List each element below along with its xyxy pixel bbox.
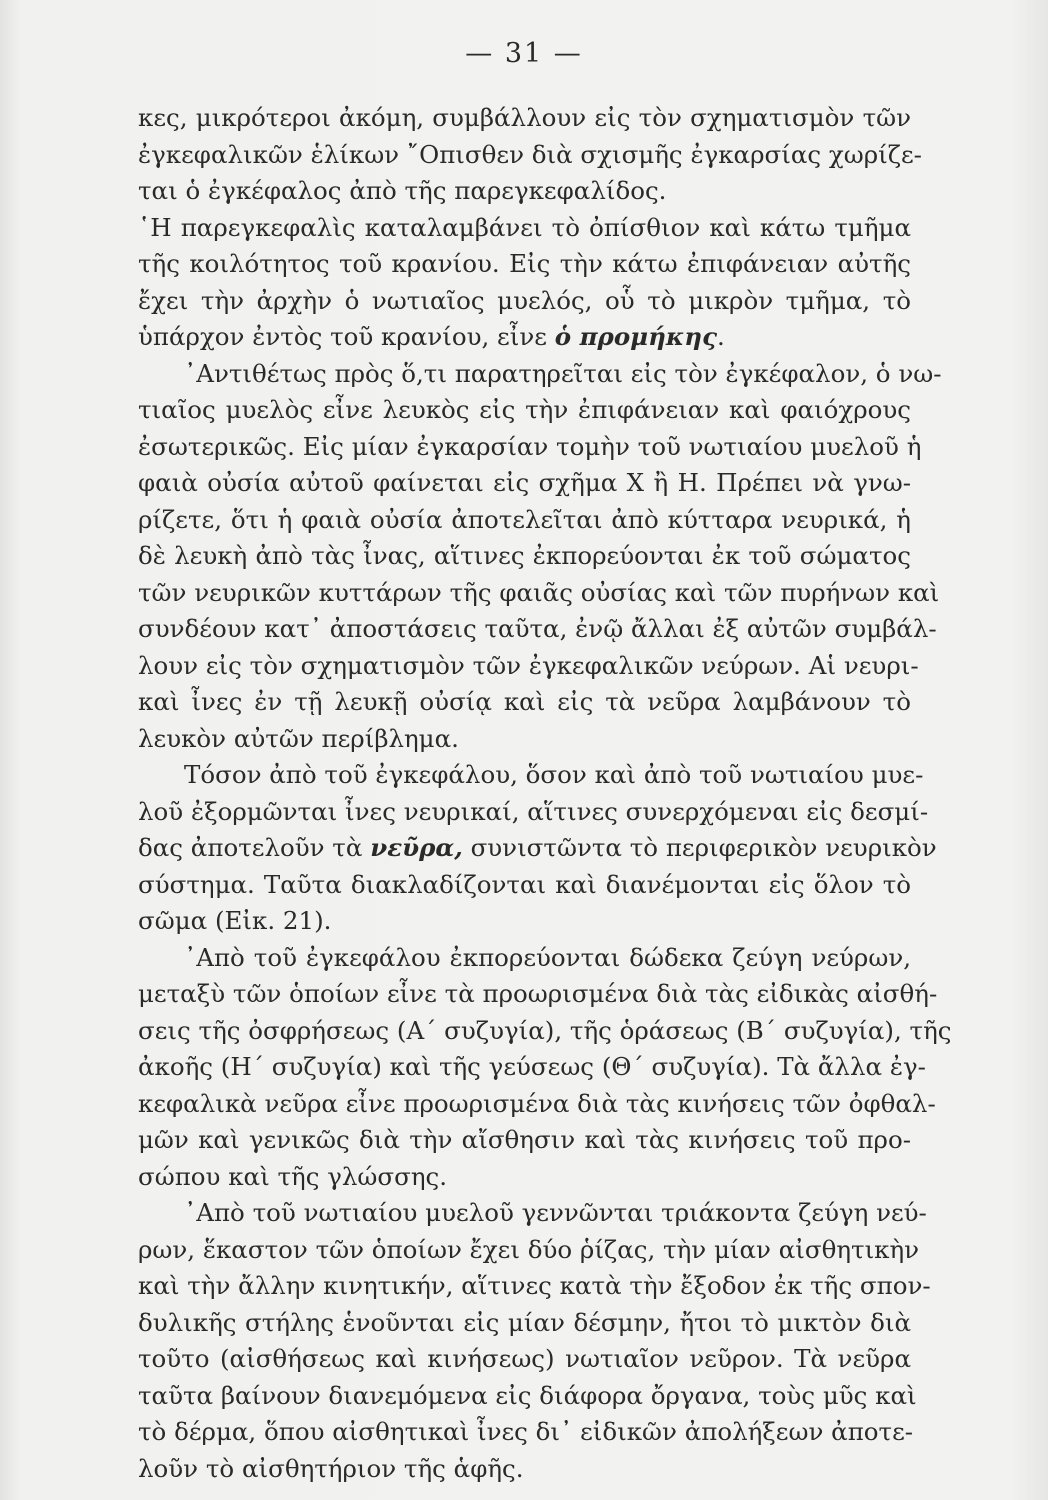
text-line: ρων, ἕκαστον τῶν ὁποίων ἔχει δύο ῥίζας, τὴν μίαν αἰσθητικὴν: [138, 1234, 920, 1264]
text-line: σεις τῆς ὀσφρήσεως (Α΄ συζυγία), τῆς ὁράσεως (Β΄ συζυγία), τῆς: [138, 1015, 952, 1045]
text-line: μεταξὺ τῶν ὁποίων εἶνε τὰ προωρισμένα διὰ τὰς εἰδικὰς αἰσθή-: [138, 979, 938, 1008]
text-line: λοῦ ἐξορμῶνται ἶνες νευρικαί, αἵτινες συνερχόμεναι εἰς δεσμί-: [138, 796, 929, 826]
text-segment: ὑπάρχον ἐντὸς τοῦ κρανίου, εἶνε: [138, 322, 555, 351]
text-line: ἔχει τὴν ἀρχὴν ὁ νωτιαῖος μυελός, οὗ τὸ μικρὸν τμῆμα, τὸ: [138, 285, 911, 315]
text-line: καὶ ἶνες ἐν τῇ λευκῇ οὐσίᾳ καὶ εἰς τὰ νεῦρα λαμβάνουν τὸ: [138, 687, 911, 716]
text-line: κες, μικρότεροι ἀκόμη, συμβάλλουν εἰς τὸν σχηματισμὸν τῶν: [138, 103, 911, 132]
text-line: ἀκοῆς (Η΄ συζυγία) καὶ τῆς γεύσεως (Θ΄ συζυγία). Τὰ ἄλλα ἐγ-: [138, 1052, 926, 1081]
page-number: — 31 —: [465, 38, 583, 69]
text-line: τιαῖος μυελὸς εἶνε λευκὸς εἰς τὴν ἐπιφάνειαν καὶ φαιόχρους: [138, 395, 911, 424]
text-line: ἐγκεφαλικῶν ἑλίκων ῎Οπισθεν διὰ σχισμῆς ἐγκαρσίας χωρίζε-: [138, 139, 922, 169]
text-line: τοῦτο (αἰσθήσεως καὶ κινήσεως) νωτιαῖον νεῦρον. Τὰ νεῦρα: [138, 1344, 911, 1373]
text-line: ᾿Αντιθέτως πρὸς ὅ,τι παρατηρεῖται εἰς τὸν ἐγκέφαλον, ὁ νω-: [184, 358, 942, 388]
text-segment: συνιστῶντα τὸ περιφερικὸν νευρικὸν: [462, 833, 937, 862]
text-line: σώπου καὶ τῆς γλώσσης.: [138, 1161, 448, 1191]
text-line: ᾿Απὸ τοῦ ἐγκεφάλου ἐκπορεύονται δώδεκα ζεύγη νεύρων,: [184, 942, 911, 972]
text-line: λοῦν τὸ αἰσθητήριον τῆς ἁφῆς.: [138, 1453, 524, 1483]
text-line: ταῦτα βαίνουν διανεμόμενα εἰς διάφορα ὄργανα, τοὺς μῦς καὶ: [138, 1380, 917, 1410]
text-line: Τόσον ἀπὸ τοῦ ἐγκεφάλου, ὅσον καὶ ἀπὸ τοῦ νωτιαίου μυε-: [184, 760, 924, 789]
text-segment: δας ἀποτελοῦν τὰ: [138, 833, 371, 862]
text-line: δυλικῆς στήλης ἑνοῦνται εἰς μίαν δέσμην, ἤτοι τὸ μικτὸν διὰ: [138, 1307, 911, 1337]
text-line: σῶμα (Εἰκ. 21).: [138, 906, 332, 935]
text-line: ἐσωτερικῶς. Εἰς μίαν ἐγκαρσίαν τομὴν τοῦ νωτιαίου μυελοῦ ἡ: [138, 431, 922, 461]
text-line: σύστημα. Ταῦτα διακλαδίζονται καὶ διανέμονται εἰς ὅλον τὸ: [138, 869, 911, 899]
text-line: φαιὰ οὐσία αὐτοῦ φαίνεται εἰς σχῆμα Χ ἢ Η. Πρέπει νὰ γνω-: [138, 468, 911, 497]
text-line: τῆς κοιλότητος τοῦ κρανίου. Εἰς τὴν κάτω ἐπιφάνειαν αὐτῆς: [138, 249, 911, 278]
text-line: [138, 830, 937, 867]
emphasized-term: νεῦρα,: [370, 833, 463, 862]
text-line: λουν εἰς τὸν σχηματισμὸν τῶν ἐγκεφαλικῶν νεύρων. Αἱ νευρι-: [138, 650, 919, 680]
text-line: ᾿Απὸ τοῦ νωτιαίου μυελοῦ γεννῶνται τριάκοντα ζεύγη νεύ-: [184, 1198, 927, 1227]
text-line: μῶν καὶ γενικῶς διὰ τὴν αἴσθησιν καὶ τὰς κινήσεις τοῦ προ-: [138, 1125, 911, 1154]
text-line: συνδέουν κατ᾿ ἀποστάσεις ταῦτα, ἐνῷ ἄλλαι ἐξ αὐτῶν συμβάλ-: [138, 614, 937, 643]
text-line: ται ὁ ἐγκέφαλος ἀπὸ τῆς παρεγκεφαλίδος.: [138, 176, 667, 205]
text-line: [138, 319, 911, 356]
text-line: ρίζετε, ὅτι ἡ φαιὰ οὐσία ἀποτελεῖται ἀπὸ κύτταρα νευρικά, ἡ: [138, 504, 911, 534]
text-line: ῾Η παρεγκεφαλὶς καταλαμβάνει τὸ ὀπίσθιον καὶ κάτω τμῆμα: [138, 212, 911, 242]
text-line: τὸ δέρμα, ὅπου αἰσθητικαὶ ἶνες δι᾿ εἰδικῶν ἀπολήξεων ἀποτε-: [138, 1417, 914, 1446]
text-line: καὶ τὴν ἄλλην κινητικήν, αἵτινες κατὰ τὴν ἔξοδον ἐκ τῆς σπον-: [138, 1271, 931, 1300]
emphasized-term: ὁ προμήκης: [554, 322, 717, 351]
text-line: λευκὸν αὐτῶν περίβλημα.: [138, 723, 459, 753]
body-text: [138, 100, 952, 1487]
text-line: κεφαλικὰ νεῦρα εἶνε προωρισμένα διὰ τὰς κινήσεις τῶν ὀφθαλ-: [138, 1088, 936, 1118]
text-line: τῶν νευρικῶν κυττάρων τῆς φαιᾶς οὐσίας καὶ τῶν πυρήνων καὶ: [138, 577, 940, 607]
text-line: δὲ λευκὴ ἀπὸ τὰς ἶνας, αἵτινες ἐκπορεύονται ἐκ τοῦ σώματος: [138, 541, 911, 570]
text-segment: .: [717, 322, 725, 351]
